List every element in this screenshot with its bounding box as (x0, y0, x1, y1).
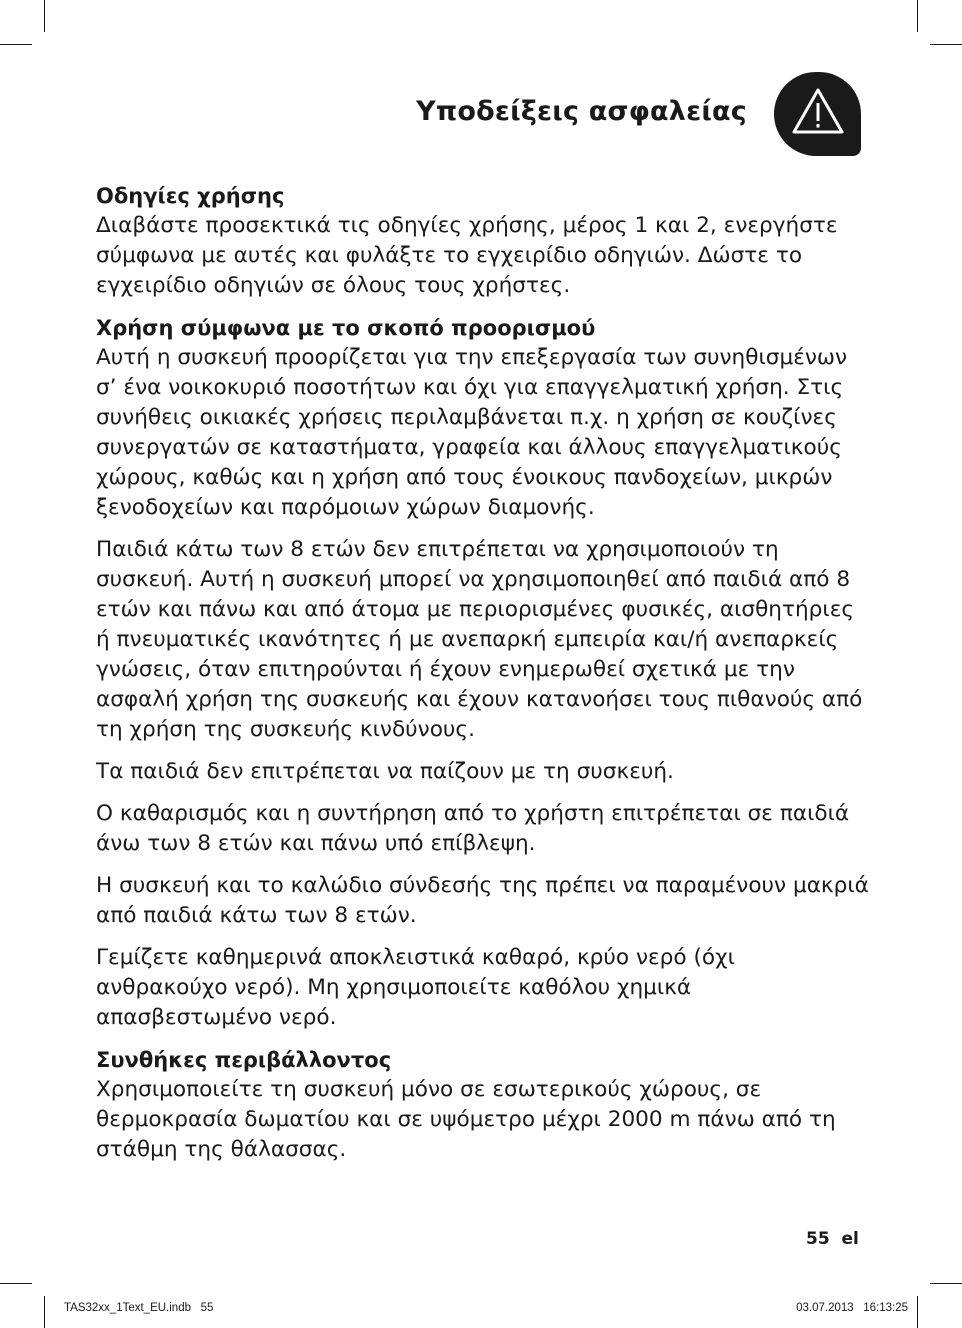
page-number: 55 el (806, 1229, 859, 1249)
paragraph: Τα παιδιά δεν επιτρέπεται να παίζουν με τη συσκευή. (96, 759, 674, 784)
crop-mark-top-right-v (917, 0, 918, 32)
page-title: Υποδείξεις ασφαλείας (416, 96, 747, 127)
crop-mark-bottom-left-v (44, 1296, 45, 1328)
crop-mark-top-left-h (0, 44, 32, 45)
document-body (96, 181, 871, 1177)
section-instructions (96, 181, 871, 301)
section-ambient-conditions (96, 1045, 871, 1165)
crop-mark-bottom-right-h (930, 1283, 962, 1284)
paragraph: Η συσκευή και το καλώδιο σύνδεσής της πρέπει να παραμένουν μακριά από παιδιά κάτω των 8 ετών. (96, 873, 869, 928)
paragraph: Παιδιά κάτω των 8 ετών δεν επιτρέπεται να χρησιμοποιούν τη συσκευή. Αυτή η συσκευή μπορεί να χρησιμοποιηθεί από παιδιά από 8 ετών και πάνω και από άτομα με περιορισμένες φυσικές, αισθητήριες ή πνευματικές ικανότητες ή με ανεπαρκή εμπειρία και/ή ανεπαρκείς γνώσεις, όταν επιτηρούνται ή έχουν ενημερωθεί σχετικά με την ασφαλή χρήση της συσκευής και έχουν κατανοήσει τους πιθανούς από τη χρήση της συσκευής κινδύνους. (96, 537, 863, 742)
crop-mark-bottom-left-h (0, 1283, 32, 1284)
warning-badge (774, 72, 861, 156)
crop-mark-bottom-right-v (917, 1296, 918, 1328)
section-intended-use (96, 313, 871, 1033)
paragraph: Χρησιμοποιείτε τη συσκευή μόνο σε εσωτερικούς χώρους, σε θερμοκρασία δωματίου και σε υψόμετρο μέχρι 2000 m πάνω από τη στάθμη της θάλασσας. (96, 1077, 836, 1162)
paragraph: Αυτή η συσκευή προορίζεται για την επεξεργασία των συνηθισμένων σ’ ένα νοικοκυριό ποσοτήτων και όχι για επαγγελματική χρήση. Στις συνήθεις οικιακές χρήσεις περιλαμβάνεται π.χ. η χρήση σε κουζίνες συνεργατών σε καταστήματα, γραφεία και άλλους επαγγελματικούς χώρους, καθώς και η χρήση από τους ένοικους πανδοχείων, μικρών ξενοδοχείων και παρόμοιων χώρων διαμονής. (96, 345, 848, 520)
print-footer-timestamp: 03.07.2013 16:13:25 (796, 1302, 908, 1314)
paragraph: Γεμίζετε καθημερινά αποκλειστικά καθαρό, κρύο νερό (όχι ανθρακούχο νερό). Μη χρησιμοποιείτε καθόλου χημικά απασβεστωμένο νερό. (96, 945, 735, 1030)
warning-triangle-icon (790, 86, 846, 138)
print-footer-file: TAS32xx_1Text_EU.indb 55 (64, 1302, 214, 1314)
crop-mark-top-left-v (44, 0, 45, 32)
section-heading: Οδηγίες χρήσης (96, 184, 285, 208)
paragraph: Ο καθαρισμός και η συντήρηση από το χρήστη επιτρέπεται σε παιδιά άνω των 8 ετών και πάνω υπό επίβλεψη. (96, 801, 850, 856)
crop-mark-top-right-h (930, 44, 962, 45)
section-heading: Συνθήκες περιβάλλοντος (96, 1048, 392, 1072)
section-heading: Χρήση σύμφωνα με το σκοπό προορισμού (96, 316, 596, 340)
paragraph: Διαβάστε προσεκτικά τις οδηγίες χρήσης, μέρος 1 και 2, ενεργήστε σύμφωνα με αυτές και φυλάξτε το εγχειρίδιο οδηγιών. Δώστε το εγχειρίδιο οδηγιών σε όλους τους χρήστες. (96, 213, 838, 298)
